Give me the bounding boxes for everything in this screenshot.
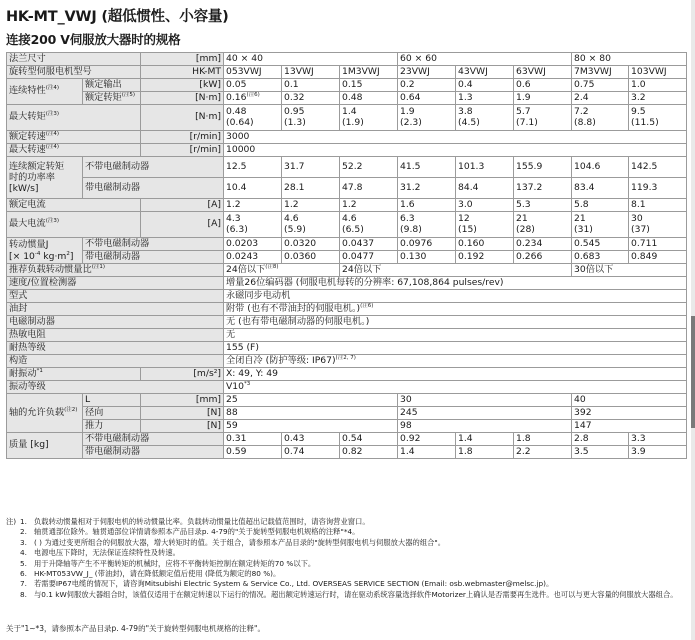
value-cell: 155.9 (514, 157, 572, 178)
value-cell: 21 (31) (572, 212, 629, 238)
value-cell: 1.3 (456, 92, 514, 105)
notes-section (6, 517, 686, 600)
value-cell: 119.3 (629, 178, 687, 199)
value-cell: 0.82 (340, 446, 398, 459)
brake-value: 无 (也有带电磁制动器的伺服电机。) (224, 316, 687, 329)
max-speed-label: 最大转速$^{(注4)}$ (7, 144, 141, 157)
row-type (7, 290, 687, 303)
row-rated-speed (7, 131, 687, 144)
value-cell: 0.545 (572, 238, 629, 251)
rated-torque-label: 额定转矩$^{(注5)}$ (83, 92, 141, 105)
value-cell: 59 (224, 420, 398, 433)
page-title: HK-MT_VWJ (超低惯性、小容量) (6, 9, 229, 25)
rated-output-label: 额定输出 (83, 79, 141, 92)
spec-table (6, 52, 687, 459)
vibration-res-value: X: 49, Y: 49 (224, 368, 687, 381)
thermistor-label: 热敏电阻 (7, 329, 224, 342)
value-cell: 0.32 (282, 92, 340, 105)
vibration-res-label: 耐振动$^{*1}$ (7, 368, 141, 381)
value-cell: 142.5 (629, 157, 687, 178)
row-encoder (7, 277, 687, 290)
value-cell: 0.683 (572, 251, 629, 264)
value-cell: 0.54 (340, 433, 398, 446)
value-cell: 1.8 (456, 446, 514, 459)
value-cell: 0.0203 (224, 238, 282, 251)
value-cell: 0.05 (224, 79, 282, 92)
value-cell: 0.0437 (340, 238, 398, 251)
page-subtitle: 连接200 V伺服放大器时的规格 (6, 32, 181, 47)
with-brake-label: 带电磁制动器 (83, 446, 224, 459)
flange-group-cell: 60 × 60 (398, 53, 572, 66)
value-cell: 0.0477 (340, 251, 398, 264)
max-speed-value: 10000 (224, 144, 687, 157)
row-shaft-L (7, 394, 687, 407)
value-cell: 0.6 (514, 79, 572, 92)
value-cell: 4.6 (6.5) (340, 212, 398, 238)
value-cell: 98 (398, 420, 572, 433)
value-cell: 25 (224, 394, 398, 407)
value-cell: 30倍以下 (572, 264, 687, 277)
value-cell: 0.95 (1.3) (282, 105, 340, 131)
value-cell: 1.4 (1.9) (340, 105, 398, 131)
shaft-radial-label: 径向 (83, 407, 141, 420)
load-ratio-label: 推荐负载转动惯量比$^{(注1)}$ (7, 264, 224, 277)
value-cell: 47.8 (340, 178, 398, 199)
value-cell: 0.92 (398, 433, 456, 446)
value-cell: 5.3 (514, 199, 572, 212)
value-cell: 0.192 (456, 251, 514, 264)
row-shaft-thrust (7, 420, 687, 433)
note-item: 3. ( ) 为通过变更所组合的伺服放大器，增大转矩时的值。关于组合，请参照本产品目录的"旋转型伺服电机与伺服放大器的组合"。 (20, 537, 446, 547)
value-cell: 101.3 (456, 157, 514, 178)
value-cell: 1.2 (282, 199, 340, 212)
value-cell: 0.43 (282, 433, 340, 446)
value-cell: 5.7 (7.1) (514, 105, 572, 131)
value-cell: 83.4 (572, 178, 629, 199)
value-cell: 245 (398, 407, 572, 420)
value-cell: 1.6 (398, 199, 456, 212)
value-cell: 0.74 (282, 446, 340, 459)
row-vibration-resistance (7, 368, 687, 381)
value-cell: 0.0976 (398, 238, 456, 251)
row-oil-seal (7, 303, 687, 316)
value-cell: 0.0243 (224, 251, 282, 264)
value-cell: 7.2 (8.8) (572, 105, 629, 131)
value-cell: 0.75 (572, 79, 629, 92)
flange-group-cell: 40 × 40 (224, 53, 398, 66)
model-cell: 43VWJ (456, 66, 514, 79)
row-shaft-radial (7, 407, 687, 420)
row-flange (7, 53, 687, 66)
note-item: 2. 轴贯通部位除外。轴贯通部位详情请参照本产品目录p. 4-79的"关于旋转型伺服电机规格的注释"*4。 (20, 527, 360, 537)
value-cell: 0.59 (224, 446, 282, 459)
value-cell: 0.0320 (282, 238, 340, 251)
model-cell: 1M3VWJ (340, 66, 398, 79)
value-cell: 24倍以下 (340, 264, 572, 277)
value-cell: 5.8 (572, 199, 629, 212)
rated-output-unit: [kW] (141, 79, 224, 92)
value-cell: 0.711 (629, 238, 687, 251)
row-max-torque (7, 105, 687, 131)
value-cell: 0.31 (224, 433, 282, 446)
value-cell: 1.4 (456, 433, 514, 446)
max-current-unit: [A] (141, 212, 224, 238)
value-cell: 0.2 (398, 79, 456, 92)
rated-current-unit: [A] (141, 199, 224, 212)
value-cell: 1.9 (514, 92, 572, 105)
shaft-thrust-unit: [N] (141, 420, 224, 433)
rated-speed-label: 额定转速$^{(注4)}$ (7, 131, 141, 144)
no-brake-label: 不带电磁制动器 (83, 433, 224, 446)
value-cell: 2.4 (572, 92, 629, 105)
value-cell: $0.16^{(注6)}$ (224, 92, 282, 105)
model-cell: 23VWJ (398, 66, 456, 79)
value-cell: 3.9 (629, 446, 687, 459)
shaft-radial-unit: [N] (141, 407, 224, 420)
thermistor-value: 无 (224, 329, 687, 342)
value-cell: 9.5 (11.5) (629, 105, 687, 131)
shaft-load-label: 轴的允许负载$^{(注2)}$ (7, 394, 83, 433)
rated-speed-value: 3000 (224, 131, 687, 144)
value-cell: 0.4 (456, 79, 514, 92)
value-cell: 31.2 (398, 178, 456, 199)
value-cell: 0.160 (456, 238, 514, 251)
value-cell: 0.849 (629, 251, 687, 264)
row-power-rate-no-brake (7, 157, 687, 178)
value-cell: 0.48 (340, 92, 398, 105)
cont-label: 连续特性$^{(注4)}$ (7, 79, 83, 105)
row-inertia-no-brake (7, 238, 687, 251)
row-max-speed (7, 144, 687, 157)
model-cell: 103VWJ (629, 66, 687, 79)
shaft-L-unit: [mm] (141, 394, 224, 407)
row-insulation (7, 342, 687, 355)
mass-label: 质量 [kg] (7, 433, 83, 459)
value-cell: 137.2 (514, 178, 572, 199)
flange-group-cell: 80 × 80 (572, 53, 687, 66)
value-cell: 0.48 (0.64) (224, 105, 282, 131)
max-speed-unit: [r/min] (141, 144, 224, 157)
row-max-current (7, 212, 687, 238)
insulation-value: 155 (F) (224, 342, 687, 355)
value-cell: 2.2 (514, 446, 572, 459)
value-cell: 3.3 (629, 433, 687, 446)
max-torque-unit: [N·m] (141, 105, 224, 131)
note-item: 4. 电源电压下降时，无法保证连续特性及转速。 (20, 548, 180, 558)
structure-label: 构造 (7, 355, 224, 368)
value-cell: 3.8 (4.5) (456, 105, 514, 131)
shaft-L-label: L (83, 394, 141, 407)
rated-current-label: 额定电流 (7, 199, 141, 212)
value-cell: 88 (224, 407, 398, 420)
value-cell: 3.0 (456, 199, 514, 212)
model-label: 旋转型伺服电机型号 (7, 66, 141, 79)
oil-seal-value: 附带 (也有不带油封的伺服电机。)$^{(注6)}$ (224, 303, 687, 316)
note-item: 5. 用于升降轴等产生不平衡转矩的机械时，应将不平衡转矩控制在额定转矩的70 %以下。 (20, 558, 316, 568)
max-torque-label: 最大转矩$^{(注3)}$ (7, 105, 141, 131)
value-cell: 392 (572, 407, 687, 420)
value-cell: 1.2 (340, 199, 398, 212)
encoder-value: 增量26位编码器 (伺服电机每转的分辨率: 67,108,864 pulses/rev) (224, 277, 687, 290)
value-cell: 0.1 (282, 79, 340, 92)
flange-unit: [mm] (141, 53, 224, 66)
rated-torque-unit: [N·m] (141, 92, 224, 105)
model-cell: 053VWJ (224, 66, 282, 79)
value-cell: 0.64 (398, 92, 456, 105)
value-cell: 12.5 (224, 157, 282, 178)
with-brake-label: 带电磁制动器 (83, 178, 224, 199)
row-load-ratio (7, 264, 687, 277)
row-structure (7, 355, 687, 368)
value-cell: 31.7 (282, 157, 340, 178)
value-cell: 0.130 (398, 251, 456, 264)
row-mass-no-brake (7, 433, 687, 446)
structure-value: 全闭自冷 (防护等级: IP67)$^{(注2, 7)}$ (224, 355, 687, 368)
row-vibration-grade (7, 381, 687, 394)
value-cell: 147 (572, 420, 687, 433)
value-cell: 1.2 (224, 199, 282, 212)
value-cell: 21 (28) (514, 212, 572, 238)
row-rated-current (7, 199, 687, 212)
note-item: 7. 若需要IP67电缆的情况下，请咨询Mitsubishi Electric System & Service Co., Ltd. OVERSEAS SERVICE SECTION (Email: osb.webmaster@melsc.jp)。 (20, 579, 554, 589)
no-brake-label: 不带电磁制动器 (83, 238, 224, 251)
row-rated-torque (7, 92, 687, 105)
value-cell: 0.234 (514, 238, 572, 251)
note-item: 8. 与0.1 kW伺服放大器组合时，该值仅适用于在额定转速以下运行的情况。超出额定转速运行时，请在驱动系统容量选择软件Motorizer上确认是否需要再生选件。也可以与更大容量的伺服放大器组合。 (20, 589, 678, 599)
value-cell: 1.9 (2.3) (398, 105, 456, 131)
value-cell: 52.2 (340, 157, 398, 178)
inertia-label: 转动惯量J [× $10^{-4}$ $kg\cdot m^2$] (7, 238, 83, 264)
rated-speed-unit: [r/min] (141, 131, 224, 144)
value-cell: 3.2 (629, 92, 687, 105)
value-cell: 0.266 (514, 251, 572, 264)
row-power-rate-brake (7, 178, 687, 199)
value-cell: 1.8 (514, 433, 572, 446)
value-cell: 1.4 (398, 446, 456, 459)
value-cell: 1.0 (629, 79, 687, 92)
no-brake-label: 不带电磁制动器 (83, 157, 224, 178)
model-cell: 7M3VWJ (572, 66, 629, 79)
brake-label: 电磁制动器 (7, 316, 224, 329)
value-cell: 104.6 (572, 157, 629, 178)
value-cell: 41.5 (398, 157, 456, 178)
model-cell: 63VWJ (514, 66, 572, 79)
note-item: 6. HK-MT053VW_J_ (带油封)，请在降低额定值后使用 (降低为额定的80 %)。 (20, 569, 281, 579)
row-rated-output (7, 79, 687, 92)
value-cell: 24倍以下$^{(注8)}$ (224, 264, 340, 277)
oil-seal-label: 油封 (7, 303, 224, 316)
note-item: 注) 1. 负载转动惯量相对于伺服电机的转动惯量比率。负载转动惯量比值超出记载值范围时，请咨询营业窗口。 (6, 517, 370, 526)
encoder-label: 速度/位置检测器 (7, 277, 224, 290)
max-current-label: 最大电流$^{(注3)}$ (7, 212, 141, 238)
vibration-grade-value: V10$^{*3}$ (224, 381, 687, 394)
value-cell: 3.5 (572, 446, 629, 459)
value-cell: 84.4 (456, 178, 514, 199)
insulation-label: 耐热等级 (7, 342, 224, 355)
value-cell: 4.3 (6.3) (224, 212, 282, 238)
value-cell: 30 (37) (629, 212, 687, 238)
row-mass-brake (7, 446, 687, 459)
scrollbar-thumb[interactable] (691, 316, 695, 428)
value-cell: 4.6 (5.9) (282, 212, 340, 238)
power-rate-label: 连续额定转矩 时的功率率 [kW/s] (7, 157, 83, 199)
model-cell: 13VWJ (282, 66, 340, 79)
value-cell: 10.4 (224, 178, 282, 199)
type-label: 型式 (7, 290, 224, 303)
value-cell: 12 (15) (456, 212, 514, 238)
flange-label: 法兰尺寸 (7, 53, 141, 66)
value-cell: 2.8 (572, 433, 629, 446)
value-cell: 30 (398, 394, 572, 407)
row-brake (7, 316, 687, 329)
value-cell: 6.3 (9.8) (398, 212, 456, 238)
vibration-grade-label: 振动等级 (7, 381, 224, 394)
model-prefix: HK-MT (141, 66, 224, 79)
type-value: 永磁同步电动机 (224, 290, 687, 303)
value-cell: 0.15 (340, 79, 398, 92)
with-brake-label: 带电磁制动器 (83, 251, 224, 264)
footer-note: 关于"1~*3，请参照本产品目录p. 4-79的"关于旋转型伺服电机规格的注释"。 (6, 624, 265, 633)
row-inertia-brake (7, 251, 687, 264)
value-cell: 28.1 (282, 178, 340, 199)
vibration-res-unit: [m/s²] (141, 368, 224, 381)
shaft-thrust-label: 推力 (83, 420, 141, 433)
row-model (7, 66, 687, 79)
value-cell: 40 (572, 394, 687, 407)
value-cell: 0.0360 (282, 251, 340, 264)
value-cell: 8.1 (629, 199, 687, 212)
row-thermistor (7, 329, 687, 342)
